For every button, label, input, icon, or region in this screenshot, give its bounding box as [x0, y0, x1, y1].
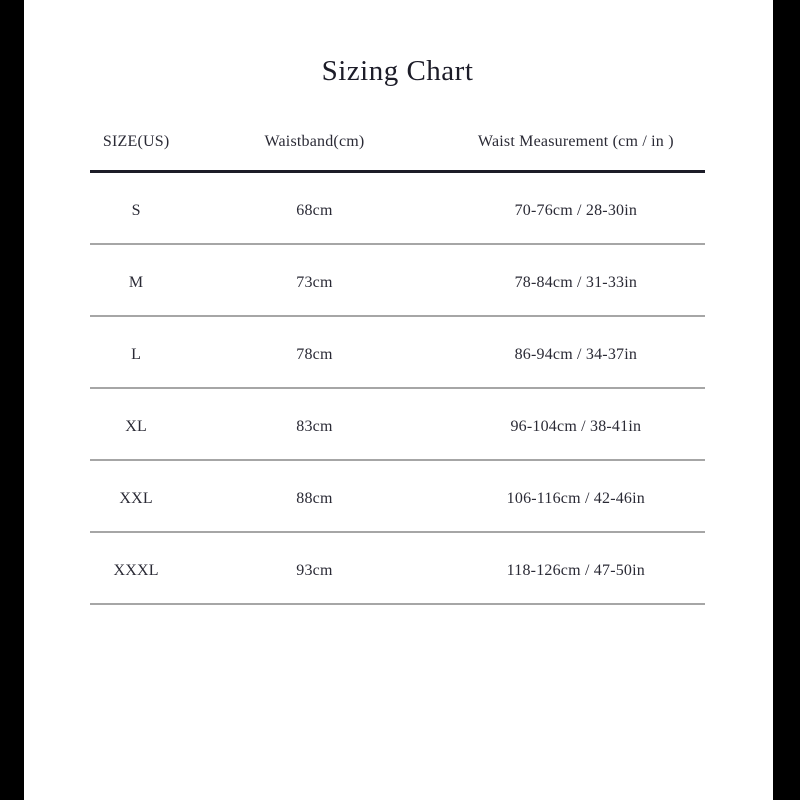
size-cell: L	[131, 346, 142, 363]
waistband-cell: 88cm	[296, 490, 333, 507]
table-row	[90, 317, 705, 389]
column-header-size: SIZE(US)	[102, 133, 170, 150]
column-header-waist-measurement: Waist Measurement (cm / in )	[477, 133, 674, 150]
sizing-chart-panel	[24, 0, 773, 800]
table-row	[90, 173, 705, 245]
waist-measurement-cell: 106-116cm / 42-46in	[506, 490, 645, 507]
column-header-waistband: Waistband(cm)	[264, 133, 365, 150]
waistband-cell: 73cm	[296, 274, 333, 291]
size-cell: M	[128, 274, 144, 291]
sizing-table	[90, 114, 705, 605]
waistband-cell: 83cm	[296, 418, 333, 435]
waistband-cell: 93cm	[296, 562, 333, 579]
page-title: Sizing Chart	[321, 55, 474, 87]
table-row	[90, 389, 705, 461]
waist-measurement-cell: 86-94cm / 34-37in	[514, 346, 638, 363]
waistband-cell: 78cm	[296, 346, 333, 363]
size-cell: XXXL	[113, 562, 159, 579]
table-header-row	[90, 114, 705, 173]
right-black-bar	[773, 0, 800, 800]
table-row	[90, 245, 705, 317]
waist-measurement-cell: 78-84cm / 31-33in	[514, 274, 638, 291]
waistband-cell: 68cm	[296, 202, 333, 219]
waist-measurement-cell: 118-126cm / 47-50in	[506, 562, 645, 579]
table-row	[90, 461, 705, 533]
waist-measurement-cell: 70-76cm / 28-30in	[514, 202, 638, 219]
waist-measurement-cell: 96-104cm / 38-41in	[510, 418, 642, 435]
size-cell: XL	[125, 418, 147, 435]
table-row	[90, 533, 705, 605]
size-cell: XXL	[119, 490, 153, 507]
size-cell: S	[131, 202, 141, 219]
left-black-bar	[0, 0, 24, 800]
